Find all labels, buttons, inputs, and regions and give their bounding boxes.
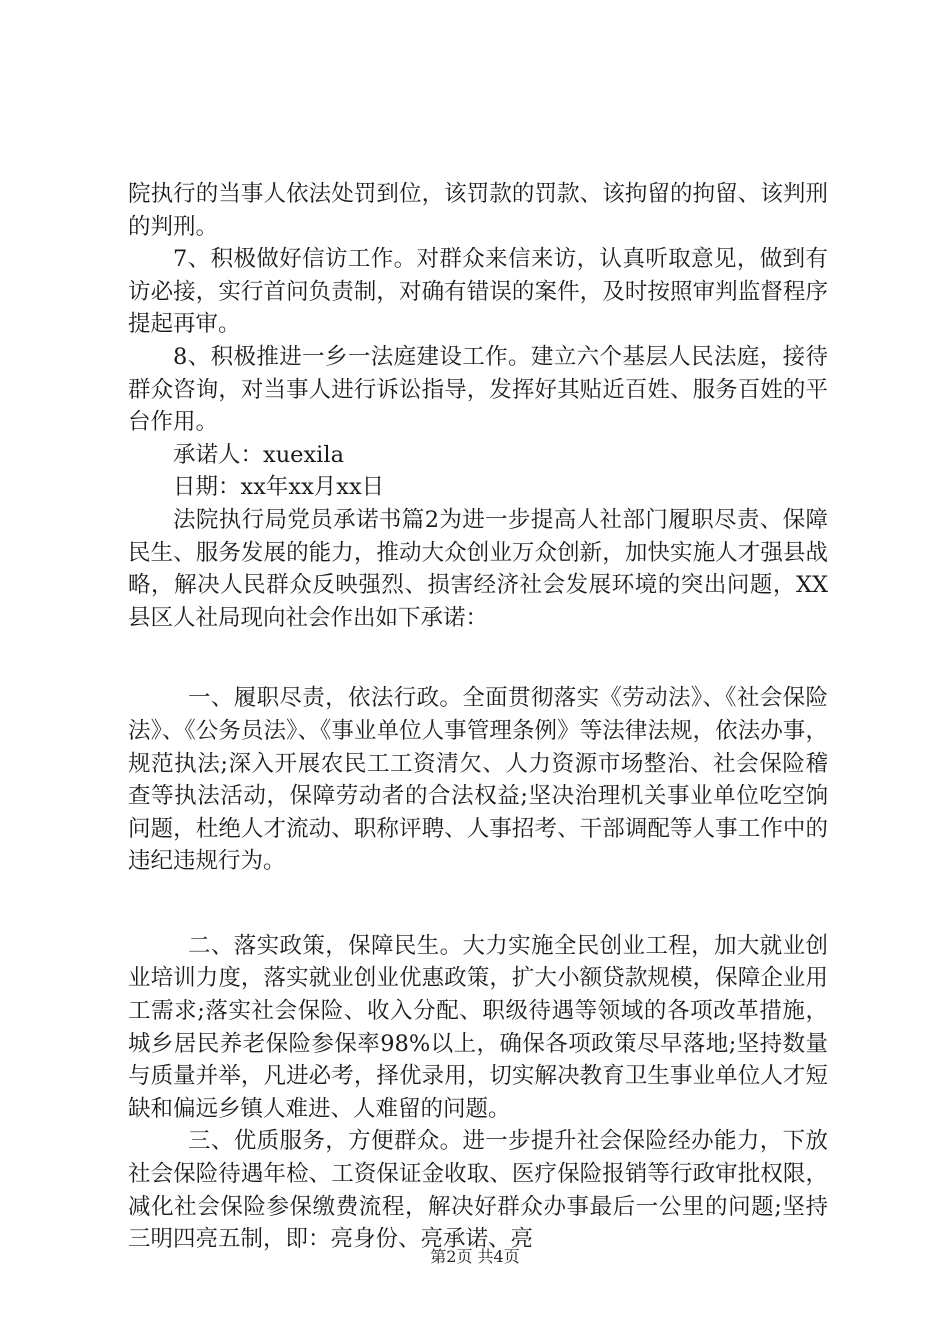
document-body (128, 178, 828, 1256)
paragraph-gap (128, 634, 828, 682)
date-line: 日期：xx年xx月xx日 (173, 474, 385, 501)
page-number-footer: 第2页 共4页 (430, 1247, 520, 1266)
paragraph-item-8: 8、积极推进一乡一法庭建设工作。建立六个基层人民法庭，接待群众咨询，对当事人进行诉讼指导，发挥好其贴近百姓、服务百姓的平台作用。 (128, 343, 828, 436)
paragraph-continued: 院执行的当事人依法处罚到位，该罚款的罚款、该拘留的拘留、该判刑的判刑。 (128, 181, 828, 240)
paragraph-commitment-1: 一、履职尽责，依法行政。全面贯彻落实《劳动法》、《社会保险法》、《公务员法》、《事业单位人事管理条例》等法律法规，依法办事，规范执法;深入开展农民工工资清欠、人力资源市场整治、社会保险稽查等执法活动，保障劳动者的合法权益;坚决治理机关事业单位吃空饷问题，杜绝人才流动、职称评聘、人事招考、干部调配等人事工作中的违纪违规行为。 (128, 685, 828, 875)
paragraph-commitment-3: 三、优质服务，方便群众。进一步提升社会保险经办能力，下放社会保险待遇年检、工资保证金收取、医疗保险报销等行政审批权限，减化社会保险参保缴费流程，解决好群众办事最后一公里的问题;坚持三明四亮五制，即：亮身份、亮承诺、亮 (128, 1128, 828, 1253)
paragraph-commitment-2: 二、落实政策，保障民生。大力实施全民创业工程，加大就业创业培训力度，落实就业创业优惠政策，扩大小额贷款规模，保障企业用工需求;落实社会保险、收入分配、职级待遇等领域的各项改革措施，城乡居民养老保险参保率98%以上，确保各项政策尽早落地;坚持数量与质量并举，凡进必考，择优录用，切实解决教育卫生事业单位人才短缺和偏远乡镇人难进、人难留的问题。 (128, 932, 828, 1122)
promisor-line: 承诺人：xuexila (173, 441, 344, 468)
paragraph-gap (128, 878, 828, 930)
paragraph-item-7: 7、积极做好信访工作。对群众来信来访，认真听取意见，做到有访必接，实行首问负责制，对确有错误的案件，及时按照审判监督程序提起再审。 (128, 246, 828, 338)
paragraph-intro-section-2: 法院执行局党员承诺书篇2为进一步提高人社部门履职尽责、保障民生、服务发展的能力，推动大众创业万众创新，加快实施人才强县战略，解决人民群众反映强烈、损害经济社会发展环境的突出问题，XX县区人社局现向社会作出如下承诺： (128, 506, 828, 631)
